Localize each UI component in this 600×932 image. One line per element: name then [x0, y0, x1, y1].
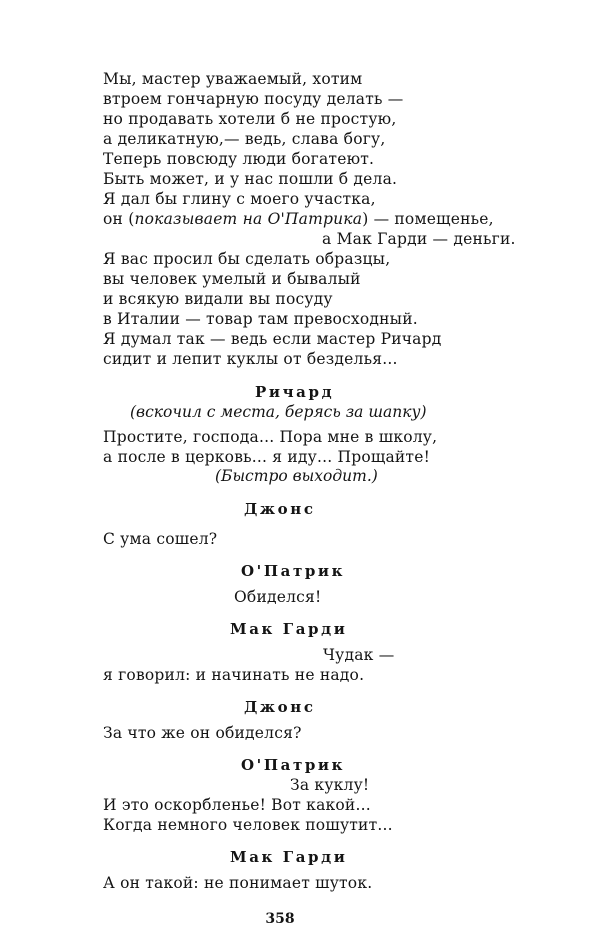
speaker-name: Мак Гарди	[230, 848, 348, 866]
verse-line: Когда немного человек пошутит...	[103, 816, 393, 834]
speaker-name: Ричард	[255, 383, 335, 401]
verse-line: Теперь повсюду люди богатеют.	[103, 150, 375, 168]
verse-line: втроем гончарную посуду делать —	[103, 90, 404, 108]
speaker-name: Джонс	[244, 500, 316, 518]
verse-line: Чудак —	[323, 646, 395, 664]
inline-stage-direction: показывает на О'Патрика	[134, 210, 363, 228]
verse-line: а деликатную,— ведь, слава богу,	[103, 130, 386, 148]
page-number: 358	[265, 911, 295, 927]
verse-text: он (	[103, 210, 135, 228]
verse-text: ) — помещенье,	[362, 210, 494, 228]
verse-line: С ума сошел?	[103, 530, 218, 548]
verse-line: А он такой: не понимает шуток.	[103, 874, 373, 892]
verse-line: Быть может, и у нас пошли б дела.	[103, 170, 398, 188]
verse-line: Обиделся!	[234, 588, 322, 606]
verse-line: вы человек умелый и бывалый	[103, 270, 361, 288]
verse-line: сидит и лепит куклы от безделья...	[103, 350, 398, 368]
speaker-name: О'Патрик	[241, 562, 346, 580]
verse-line: Мы, мастер уважаемый, хотим	[103, 70, 363, 88]
stage-direction: (Быстро выходит.)	[215, 467, 378, 485]
verse-line: И это оскорбленье! Вот какой...	[103, 796, 371, 814]
verse-line: а Мак Гарди — деньги.	[322, 230, 516, 248]
speaker-name: Мак Гарди	[230, 620, 348, 638]
verse-line: и всякую видали вы посуду	[103, 290, 333, 308]
verse-line: Я вас просил бы сделать образцы,	[103, 250, 391, 268]
verse-line: но продавать хотели б не простую,	[103, 110, 397, 128]
verse-line: в Италии — товар там превосходный.	[103, 310, 418, 328]
verse-line: За что же он обиделся?	[103, 724, 302, 742]
verse-line: Я дал бы глину с моего участка,	[103, 190, 376, 208]
speaker-name: О'Патрик	[241, 756, 346, 774]
verse-line: я говорил: и начинать не надо.	[103, 666, 365, 684]
verse-line: Я думал так — ведь если мастер Ричард	[103, 330, 442, 348]
verse-line: а после в церковь... я иду... Прощайте!	[103, 448, 431, 466]
verse-line: Простите, господа... Пора мне в школу,	[103, 428, 438, 446]
verse-line-with-direction	[103, 210, 494, 229]
stage-direction: (вскочил с места, берясь за шапку)	[130, 403, 427, 421]
verse-line: За куклу!	[290, 776, 370, 794]
speaker-name: Джонс	[244, 698, 316, 716]
